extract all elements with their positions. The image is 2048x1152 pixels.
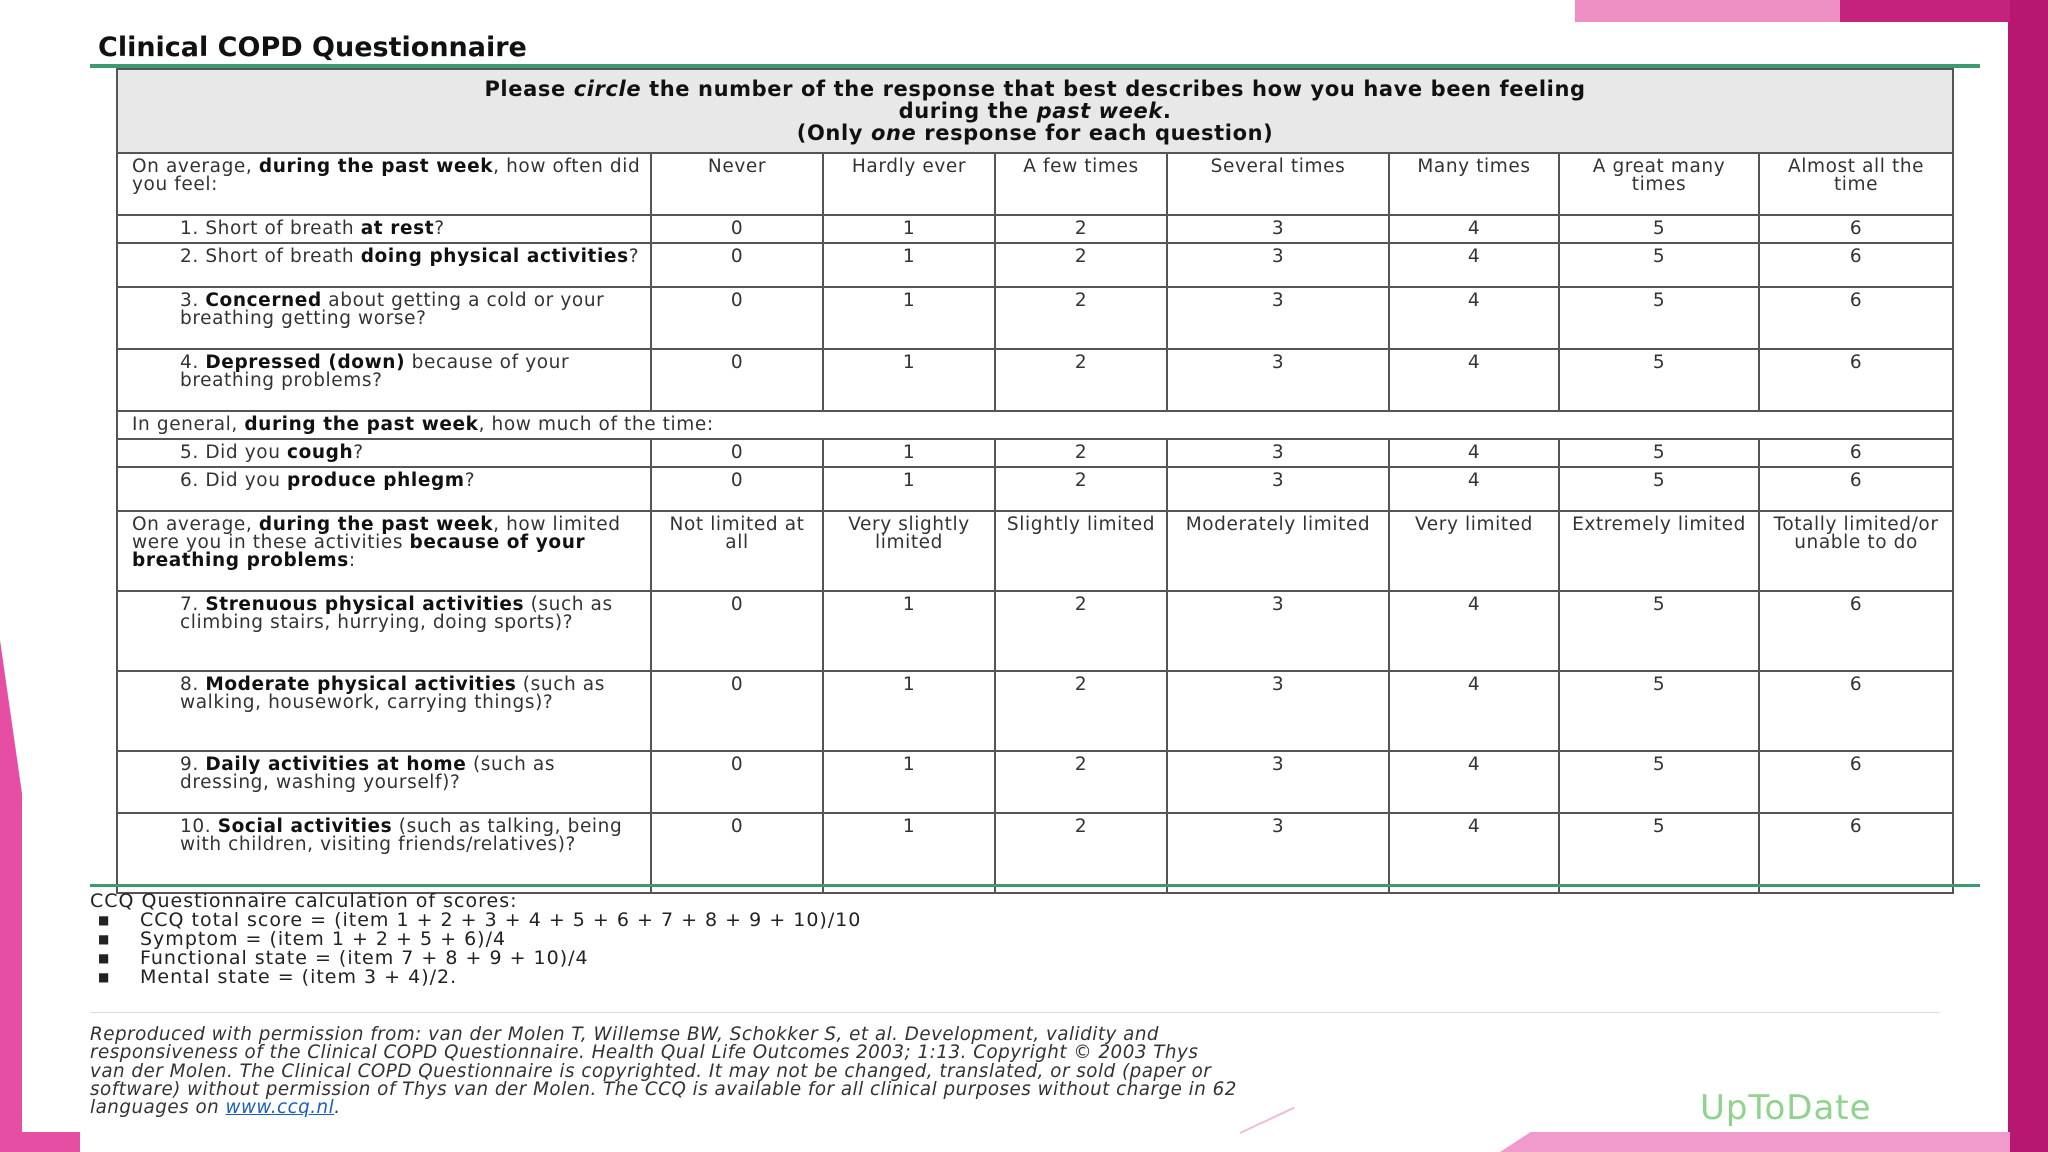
frame-band-top-light (1575, 0, 1845, 22)
score-option[interactable]: 0 (651, 439, 823, 467)
score-option[interactable]: 2 (995, 813, 1167, 893)
score-option[interactable]: 6 (1759, 439, 1953, 467)
score-option[interactable]: 2 (995, 439, 1167, 467)
score-option[interactable]: 5 (1559, 671, 1759, 751)
score-option[interactable]: 0 (651, 287, 823, 349)
citation: Reproduced with permission from: van der Molen T, Willemse BW, Schokker S, et al. Development, validity and responsiveness of the Clinical COPD Questionnaire. Health Qual Life Outcomes 2003; 1:13. Copyright © 2003 Thys van der Molen. The Clinical COPD Questionnaire is copyrighted. It may not be changed, translated, or sold (paper or software) without permission of Thys van der Molen. The CCQ is available for all clinical purposes without charge in 62 languages on www.ccq.nl. (90, 1024, 1237, 1119)
question-text: 6. Did you produce phlegm? (117, 467, 651, 511)
score-option[interactable]: 1 (823, 439, 995, 467)
score-option[interactable]: 3 (1167, 243, 1389, 287)
section-prompt: In general, during the past week, how much of the time: (117, 411, 1953, 439)
score-option[interactable]: 6 (1759, 591, 1953, 671)
question-text: 8. Moderate physical activities (such as walking, housework, carrying things)? (117, 671, 651, 751)
score-option[interactable]: 4 (1389, 243, 1559, 287)
calculation-item: ■ CCQ total score = (item 1 + 2 + 3 + 4 + 5 + 6 + 7 + 8 + 9 + 10)/10 (90, 911, 861, 930)
score-option[interactable]: 1 (823, 467, 995, 511)
instructions: Please circle the number of the response that best describes how you have been feeling during the past week. (Only one response for each question) (117, 69, 1953, 153)
score-option[interactable]: 0 (651, 467, 823, 511)
score-option[interactable]: 0 (651, 243, 823, 287)
score-option[interactable]: 3 (1167, 439, 1389, 467)
score-option[interactable]: 3 (1167, 467, 1389, 511)
score-option[interactable]: 2 (995, 349, 1167, 411)
score-option[interactable]: 4 (1389, 349, 1559, 411)
score-option[interactable]: 3 (1167, 215, 1389, 243)
question-row (117, 349, 1953, 411)
score-option[interactable]: 6 (1759, 671, 1953, 751)
column-header: Slightly limited (995, 511, 1167, 591)
score-option[interactable]: 5 (1559, 349, 1759, 411)
score-option[interactable]: 3 (1167, 813, 1389, 893)
footer-rule (90, 884, 1980, 887)
score-calculation (90, 892, 861, 987)
question-row (117, 243, 1953, 287)
calculation-list (90, 911, 861, 987)
question-text: 3. Concerned about getting a cold or your breathing getting worse? (117, 287, 651, 349)
column-header: Hardly ever (823, 153, 995, 215)
question-row (117, 467, 1953, 511)
question-text: 4. Depressed (down) because of your breathing problems? (117, 349, 651, 411)
column-header: Never (651, 153, 823, 215)
questionnaire-table (116, 68, 1954, 894)
column-header: Many times (1389, 153, 1559, 215)
frame-strip-left (0, 640, 22, 1152)
score-option[interactable]: 6 (1759, 751, 1953, 813)
score-option[interactable]: 6 (1759, 243, 1953, 287)
score-option[interactable]: 2 (995, 591, 1167, 671)
score-option[interactable]: 2 (995, 287, 1167, 349)
score-option[interactable]: 4 (1389, 467, 1559, 511)
uptodate-logo: UpToDate (1700, 1088, 1872, 1128)
question-text: 10. Social activities (such as talking, being with children, visiting friends/relatives)? (117, 813, 651, 893)
column-header: Very limited (1389, 511, 1559, 591)
calculation-title: CCQ Questionnaire calculation of scores: (90, 890, 518, 912)
column-header: Almost all the time (1759, 153, 1953, 215)
question-row (117, 287, 1953, 349)
score-option[interactable]: 2 (995, 467, 1167, 511)
score-option[interactable]: 5 (1559, 439, 1759, 467)
page-title: Clinical COPD Questionnaire (98, 32, 527, 63)
score-option[interactable]: 2 (995, 671, 1167, 751)
calculation-item: ■ Symptom = (item 1 + 2 + 5 + 6)/4 (90, 930, 861, 949)
frame-band-bottom-left (0, 1132, 80, 1152)
score-option[interactable]: 4 (1389, 439, 1559, 467)
score-option[interactable]: 2 (995, 243, 1167, 287)
score-option[interactable]: 4 (1389, 751, 1559, 813)
score-option[interactable]: 6 (1759, 813, 1953, 893)
section-header-limitation (117, 511, 1953, 591)
score-option[interactable]: 5 (1559, 287, 1759, 349)
question-row (117, 215, 1953, 243)
column-header: A great many times (1559, 153, 1759, 215)
score-option[interactable]: 5 (1559, 243, 1759, 287)
column-header: Several times (1167, 153, 1389, 215)
score-option[interactable]: 5 (1559, 591, 1759, 671)
score-option[interactable]: 0 (651, 671, 823, 751)
calculation-item: ■ Functional state = (item 7 + 8 + 9 + 10)/4 (90, 949, 861, 968)
score-option[interactable]: 4 (1389, 671, 1559, 751)
question-row (117, 751, 1953, 813)
section-header-time (117, 411, 1953, 439)
score-option[interactable]: 1 (823, 243, 995, 287)
score-option[interactable]: 4 (1389, 287, 1559, 349)
score-option[interactable]: 5 (1559, 215, 1759, 243)
frame-band-bottom (1500, 1132, 2010, 1152)
score-option[interactable]: 1 (823, 751, 995, 813)
score-option[interactable]: 3 (1167, 287, 1389, 349)
calculation-item: ■ Mental state = (item 3 + 4)/2. (90, 968, 861, 987)
question-row (117, 591, 1953, 671)
score-option[interactable]: 1 (823, 591, 995, 671)
score-option[interactable]: 0 (651, 813, 823, 893)
section-prompt: On average, during the past week, how limited were you in these activities because of your breathing problems: (117, 511, 651, 591)
score-option[interactable]: 0 (651, 591, 823, 671)
section-header-frequency (117, 153, 1953, 215)
column-header: Totally limited/or unable to do (1759, 511, 1953, 591)
score-option[interactable]: 3 (1167, 671, 1389, 751)
column-header: A few times (995, 153, 1167, 215)
score-option[interactable]: 1 (823, 671, 995, 751)
score-option[interactable]: 2 (995, 215, 1167, 243)
score-option[interactable]: 1 (823, 215, 995, 243)
frame-band-right (2008, 0, 2048, 1152)
score-option[interactable]: 5 (1559, 467, 1759, 511)
score-option[interactable]: 3 (1167, 349, 1389, 411)
score-option[interactable]: 3 (1167, 751, 1389, 813)
score-option[interactable]: 0 (651, 751, 823, 813)
score-option[interactable]: 3 (1167, 591, 1389, 671)
question-text: 1. Short of breath at rest? (117, 215, 651, 243)
score-option[interactable]: 4 (1389, 591, 1559, 671)
score-option[interactable]: 1 (823, 349, 995, 411)
score-option[interactable]: 5 (1559, 813, 1759, 893)
question-row (117, 813, 1953, 893)
divider (90, 1012, 1940, 1013)
section-prompt: On average, during the past week, how often did you feel: (117, 153, 651, 215)
frame-band-top-dark (1840, 0, 2010, 22)
score-option[interactable]: 6 (1759, 467, 1953, 511)
column-header: Extremely limited (1559, 511, 1759, 591)
ccq-link[interactable]: www.ccq.nl (225, 1097, 335, 1119)
score-option[interactable]: 6 (1759, 215, 1953, 243)
question-text: 5. Did you cough? (117, 439, 651, 467)
question-text: 7. Strenuous physical activities (such as climbing stairs, hurrying, doing sports)? (117, 591, 651, 671)
score-option[interactable]: 6 (1759, 287, 1953, 349)
score-option[interactable]: 5 (1559, 751, 1759, 813)
score-option[interactable]: 4 (1389, 813, 1559, 893)
question-row (117, 439, 1953, 467)
score-option[interactable]: 0 (651, 349, 823, 411)
column-header: Moderately limited (1167, 511, 1389, 591)
score-option[interactable]: 4 (1389, 215, 1559, 243)
question-text: 2. Short of breath doing physical activities? (117, 243, 651, 287)
score-option[interactable]: 2 (995, 751, 1167, 813)
column-header: Very slightly limited (823, 511, 995, 591)
question-text: 9. Daily activities at home (such as dressing, washing yourself)? (117, 751, 651, 813)
score-option[interactable]: 0 (651, 215, 823, 243)
score-option[interactable]: 6 (1759, 349, 1953, 411)
column-header: Not limited at all (651, 511, 823, 591)
score-option[interactable]: 1 (823, 813, 995, 893)
score-option[interactable]: 1 (823, 287, 995, 349)
question-row (117, 671, 1953, 751)
